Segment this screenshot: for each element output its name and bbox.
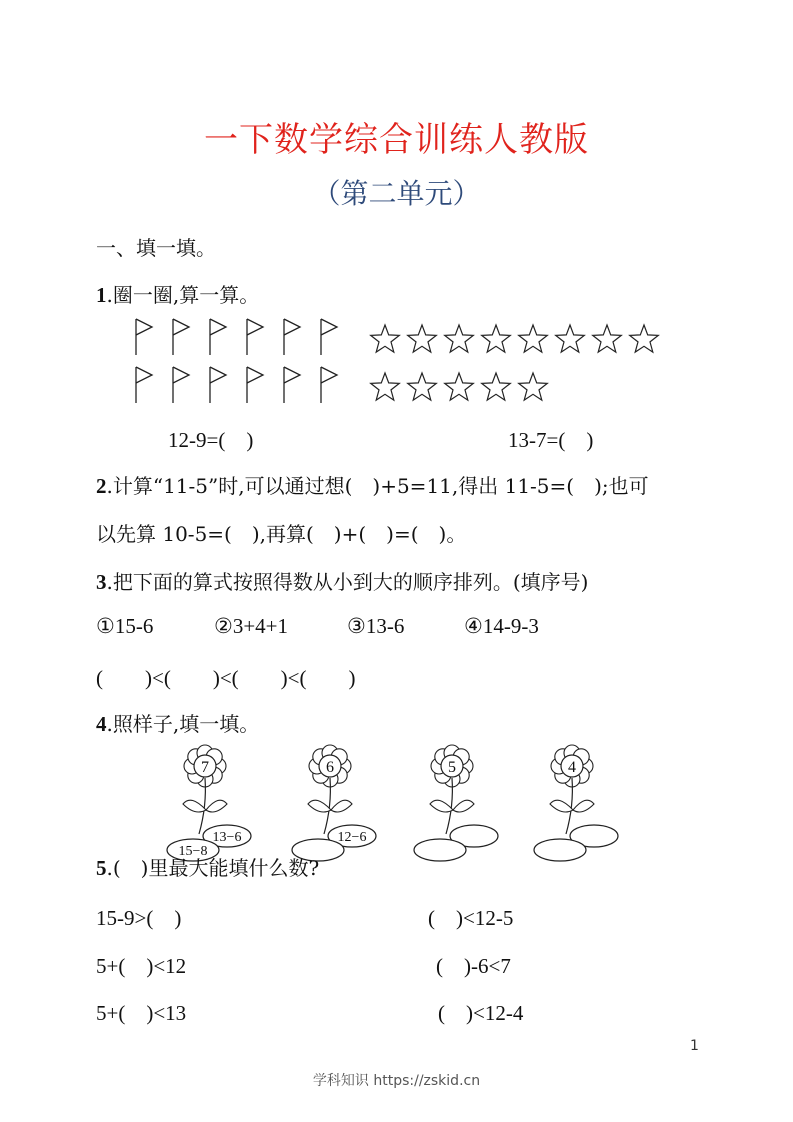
question-number: 1	[96, 283, 107, 307]
question-2	[96, 470, 649, 499]
flower-figure	[534, 745, 618, 861]
flag-icon	[321, 367, 337, 403]
page-number: 1	[690, 1038, 699, 1054]
star-icon	[408, 373, 437, 400]
star-icon	[630, 325, 659, 352]
question-text: .照样子,填一填。	[106, 712, 260, 736]
equation-left: 12-9=( )	[168, 428, 254, 452]
star-icon	[482, 373, 511, 400]
question-3	[96, 566, 588, 595]
flower-number: 4	[568, 759, 576, 776]
question-number: 5	[96, 856, 107, 880]
question-text-line1: .计算“11-5”时,可以通过想( )+5=11,得出 11-5=( );也可	[106, 474, 649, 498]
expression-item: ④14-9-3	[464, 614, 539, 638]
inequality-left: 5+( )<13	[96, 1001, 187, 1025]
equation-right: 13-7=( )	[508, 428, 594, 452]
star-icon	[445, 373, 474, 400]
footer-watermark: 学科知识 https://zskid.cn	[312, 1073, 481, 1089]
question-text: .圈一圈,算一算。	[106, 283, 260, 307]
inequality-right: ( )<12-5	[428, 906, 514, 930]
leaf	[430, 800, 453, 812]
leaf	[573, 800, 594, 812]
question-4	[96, 708, 259, 737]
question-text: .把下面的算式按照得数从小到大的顺序排列。(填序号)	[106, 570, 589, 594]
expression-item: ①15-6	[96, 614, 154, 638]
flag-icon	[284, 367, 300, 403]
flower-figure	[414, 745, 498, 861]
flag-icon	[210, 319, 226, 355]
expression-item: ③13-6	[347, 614, 405, 638]
star-icon	[408, 325, 437, 352]
flower-number: 6	[326, 759, 334, 776]
question-2-line2: 以先算 10-5=( ),再算( )+( )=( )。	[96, 522, 467, 546]
flag-icon	[136, 319, 152, 355]
oval-expression: 13−6	[212, 830, 242, 845]
leaf	[206, 800, 227, 812]
oval-expression: 12−6	[337, 830, 367, 845]
flower-number: 5	[448, 759, 456, 776]
question-1	[96, 279, 259, 308]
leaf	[550, 800, 573, 812]
section-heading: 一、填一填。	[96, 236, 216, 260]
answer-oval	[534, 839, 586, 861]
flower-figure	[167, 745, 251, 861]
order-blanks: ( )<( )<( )<( )	[96, 666, 356, 690]
flag-icon	[247, 319, 263, 355]
answer-oval	[414, 839, 466, 861]
inequality-right: ( )<12-4	[438, 1001, 524, 1025]
flag-icon	[136, 367, 152, 403]
inequality-right: ( )-6<7	[436, 954, 511, 978]
question-number: 2	[96, 474, 107, 498]
star-icon	[556, 325, 585, 352]
star-icon	[371, 325, 400, 352]
page-subtitle: （第二单元）	[312, 177, 481, 210]
star-icon	[445, 325, 474, 352]
expression-item: ②3+4+1	[214, 614, 289, 638]
flag-icon	[173, 319, 189, 355]
star-icon	[519, 373, 548, 400]
page-title: 一下数学综合训练人教版	[204, 120, 589, 160]
question-number: 3	[96, 570, 107, 594]
flag-icon	[321, 319, 337, 355]
flower-number: 7	[201, 759, 209, 776]
star-icon	[593, 325, 622, 352]
inequality-left: 5+( )<12	[96, 954, 187, 978]
flowers-figure	[160, 740, 640, 859]
inequality-left: 15-9>( )	[96, 906, 182, 930]
leaf	[308, 800, 331, 812]
star-icon	[482, 325, 511, 352]
leaf	[453, 800, 474, 812]
leaf	[183, 800, 206, 812]
leaf	[331, 800, 352, 812]
question-number: 4	[96, 712, 107, 736]
star-icon	[519, 325, 548, 352]
flag-icon	[284, 319, 300, 355]
flag-icon	[173, 367, 189, 403]
star-icon	[371, 373, 400, 400]
oval-expression: 15−8	[178, 844, 208, 859]
question-5	[96, 852, 319, 881]
flag-icon	[210, 367, 226, 403]
flower-figure	[292, 745, 376, 861]
flags-stars-figure	[120, 314, 680, 414]
flag-icon	[247, 367, 263, 403]
question-text: .( )里最大能填什么数?	[106, 856, 320, 880]
